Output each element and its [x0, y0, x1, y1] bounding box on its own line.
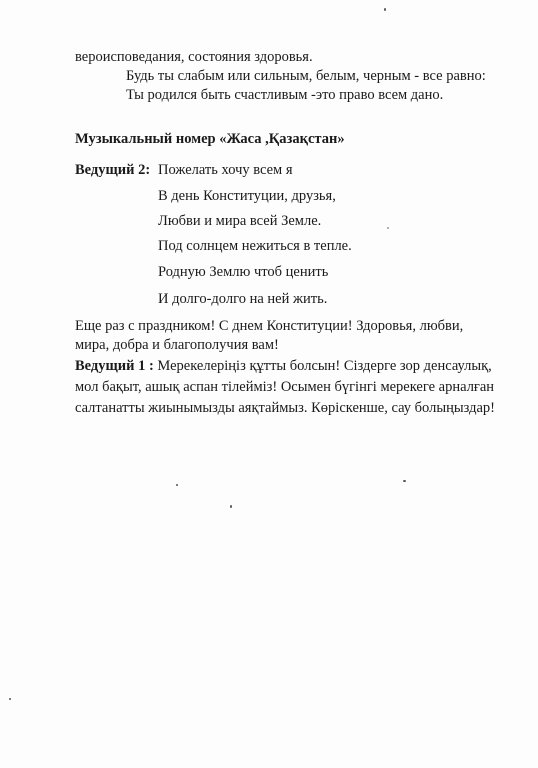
scan-speck	[9, 698, 11, 700]
intro-line-2: Будь ты слабым или сильным, белым, черным - все равно:	[126, 68, 486, 84]
host2-verse-line: Любви и мира всей Земле.	[158, 213, 322, 229]
host1-line-1	[75, 357, 492, 375]
host2-verse-line: И долго-долго на ней жить.	[158, 291, 328, 307]
host1-line-3: салтанатты жиынымызды аяқтаймыз. Көріскенше, сау болыңыздар!	[75, 400, 495, 416]
intro-line-3: Ты родился быть счастливым -это право всем дано.	[126, 87, 444, 103]
scan-speck	[387, 227, 389, 229]
scan-speck	[230, 505, 232, 508]
host2-verse-line: Родную Землю чтоб ценить	[158, 264, 329, 280]
scan-speck	[176, 484, 178, 486]
closing-ru-line-2: мира, добра и благополучия вам!	[75, 337, 279, 353]
host2-verse-line: Пожелать хочу всем я	[158, 162, 293, 178]
scan-speck	[403, 480, 406, 482]
host2-label: Ведущий 2:	[75, 162, 151, 178]
music-number-heading: Музыкальный номер «Жаса ,Қазақстан»	[75, 131, 345, 147]
host1-label: Ведущий 1 :	[75, 358, 154, 374]
scan-speck	[384, 8, 386, 11]
closing-ru-line-1: Еще раз с праздником! С днем Конституции! Здоровья, любви,	[75, 318, 464, 334]
host2-verse-line: В день Конституции, друзья,	[158, 188, 336, 204]
host1-line-2: мол бақыт, ашық аспан тілейміз! Осымен бүгінгі мерекеге арналған	[75, 379, 495, 395]
host1-text: Мерекелеріңіз құтты болсын! Сіздерге зор денсаулық,	[157, 358, 492, 374]
intro-line-1: вероисповедания, состояния здоровья.	[75, 49, 313, 65]
host2-verse-line: Под солнцем нежиться в тепле.	[158, 238, 352, 254]
